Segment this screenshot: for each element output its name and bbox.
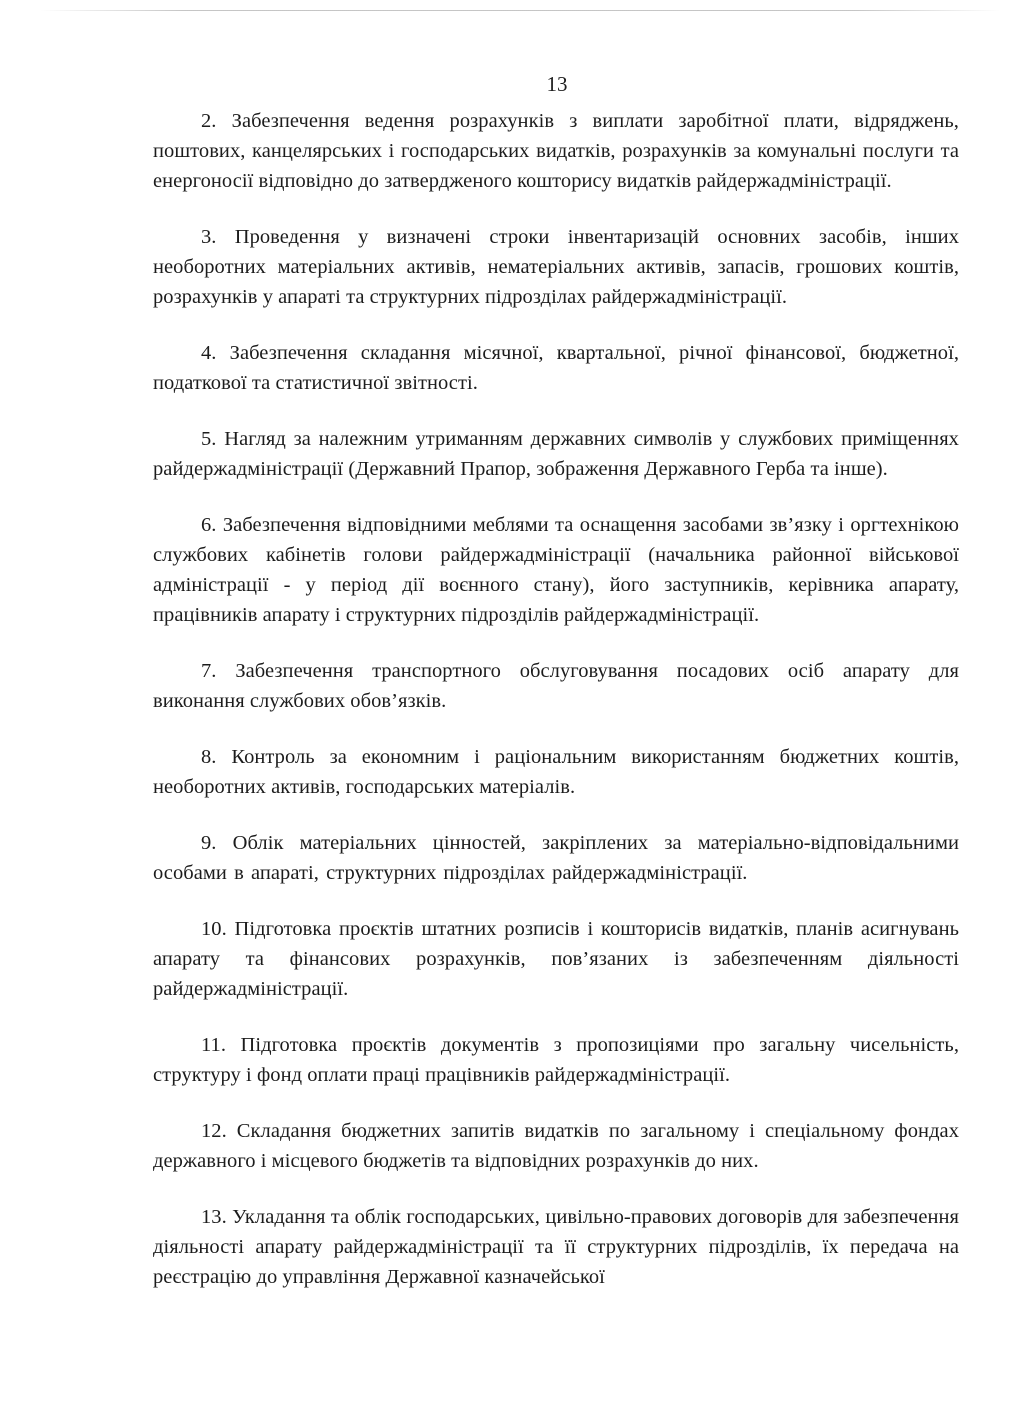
document-body — [153, 106, 959, 1318]
paragraph-item-5: 5. Нагляд за належним утриманням державних символів у службових приміщеннях райдержадміністрації (Державний Прапор, зображення Державного Герба та інше). — [153, 428, 959, 480]
paragraph-item-4: 4. Забезпечення складання місячної, квартальної, річної фінансової, бюджетної, податкової та статистичної звітності. — [153, 342, 959, 394]
paragraph-item-11: 11. Підготовка проєктів документів з пропозиціями про загальну чисельність, структуру і фонд оплати праці працівників райдержадміністрації. — [153, 1034, 959, 1086]
paragraph-item-13: 13. Укладання та облік господарських, цивільно-правових договорів для забезпечення діяльності апарату райдержадміністрації та її структурних підрозділів, їх передача на реєстрацію до управління Державної казначейської — [153, 1206, 959, 1288]
paragraph-item-12: 12. Складання бюджетних запитів видатків по загальному і спеціальному фондах державного і місцевого бюджетів та відповідних розрахунків до них. — [153, 1120, 959, 1172]
paragraph-item-7: 7. Забезпечення транспортного обслуговування посадових осіб апарату для виконання службових обов’язків. — [153, 660, 959, 712]
paragraph-item-9: 9. Облік матеріальних цінностей, закріплених за матеріально-відповідальними особами в апараті, структурних підрозділах райдержадміністрації. — [153, 832, 959, 884]
paragraph-item-2: 2. Забезпечення ведення розрахунків з виплати заробітної плати, відряджень, поштових, канцелярських і господарських видатків, розрахунків за комунальні послуги та енергоносії відповідно до затвердженого кошторису видатків райдержадміністрації. — [153, 110, 959, 192]
scan-edge-line — [40, 10, 1000, 11]
paragraph-item-8: 8. Контроль за економним і раціональним використанням бюджетних коштів, необоротних активів, господарських матеріалів. — [153, 746, 959, 798]
paragraph-item-6: 6. Забезпечення відповідними меблями та оснащення засобами зв’язку і оргтехнікою службових кабінетів голови райдержадміністрації (начальника районної військової адміністрації - у період дії воєнного стану), його заступників, керівника апарату, працівників апарату і структурних підрозділів райдержадміністрації. — [153, 514, 959, 626]
page-number: 13 — [546, 72, 568, 96]
paragraph-item-10: 10. Підготовка проєктів штатних розписів і кошторисів видатків, планів асигнувань апарату та фінансових розрахунків, пов’язаних із забезпеченням діяльності райдержадміністрації. — [153, 918, 959, 1000]
paragraph-item-3: 3. Проведення у визначені строки інвентаризацій основних засобів, інших необоротних матеріальних активів, нематеріальних активів, запасів, грошових коштів, розрахунків у апараті та структурних підрозділах райдержадміністрації. — [153, 226, 959, 308]
